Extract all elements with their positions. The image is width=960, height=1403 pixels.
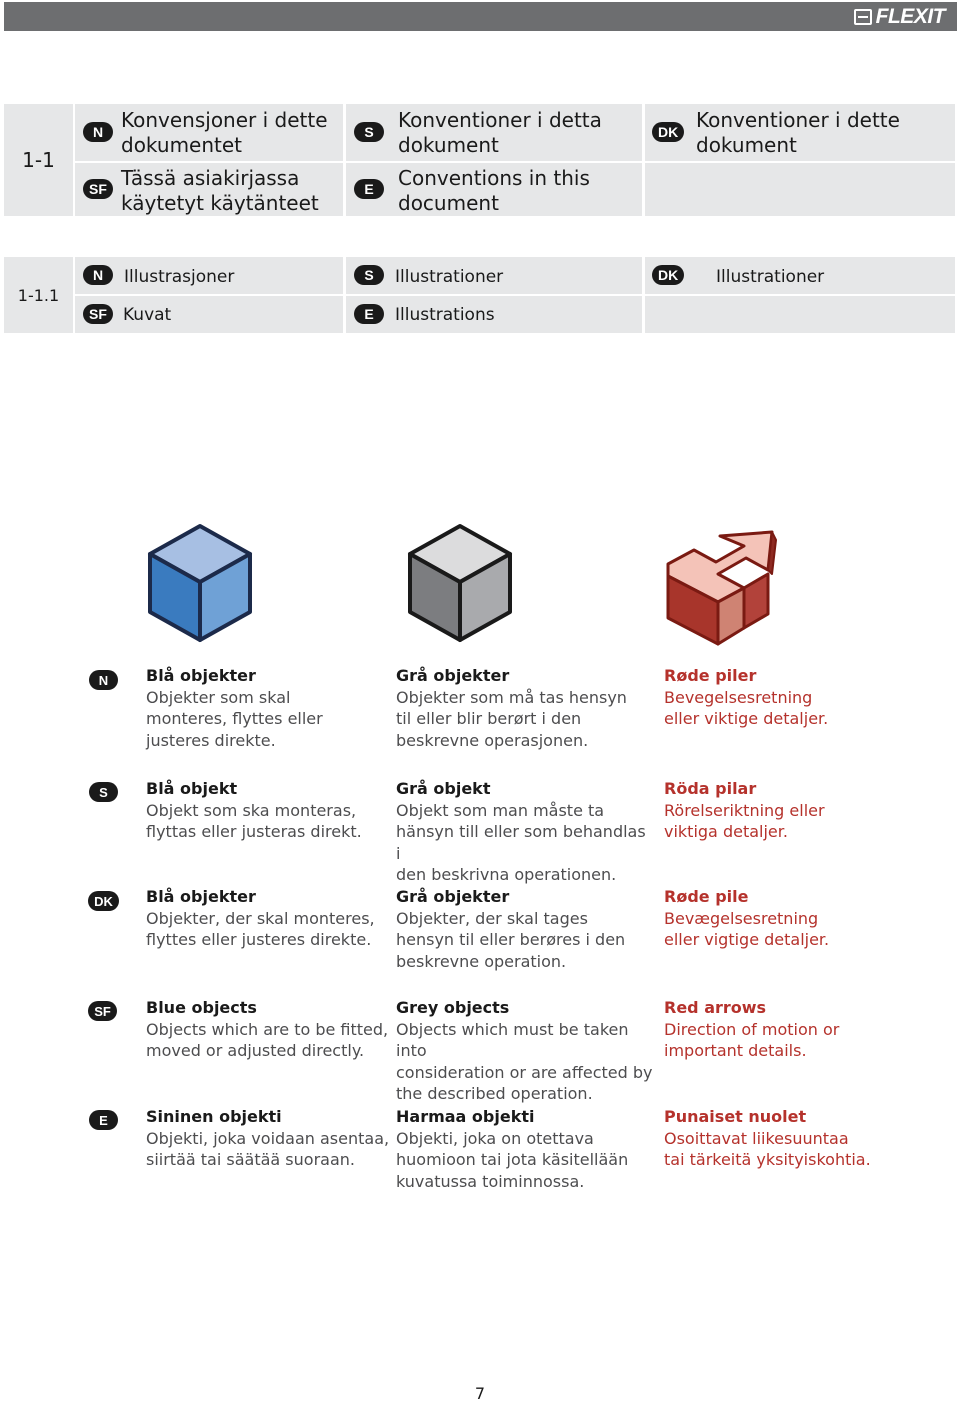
legend-dk-red-line2: eller vigtige detaljer. xyxy=(664,930,830,949)
legend-n-blue-line3: justeres direkte. xyxy=(146,730,276,750)
heading-cell-n xyxy=(75,104,343,161)
legend-sf-red-line2: important details. xyxy=(664,1041,807,1060)
legend-e-red xyxy=(664,1106,914,1171)
heading-text-s: Konventioner i detta dokument xyxy=(398,108,602,157)
legend-n-blue xyxy=(146,665,386,751)
legend-n-red-title: Røde piler xyxy=(664,666,757,685)
legend-sf-grey-line3: the described operation. xyxy=(396,1084,593,1103)
legend-n-grey-line1: Objekter som må tas hensyn xyxy=(396,687,627,707)
subheading-text-sf: Kuvat xyxy=(123,305,172,325)
header-bar xyxy=(4,2,957,31)
legend-n-grey-line3: beskrevne operasjonen. xyxy=(396,730,589,750)
blue-cube-icon xyxy=(146,523,254,643)
legend-n-blue-title: Blå objekter xyxy=(146,666,256,685)
legend-s-red-title: Röda pilar xyxy=(664,779,757,798)
legend-n-red xyxy=(664,665,904,730)
flexit-logo-icon xyxy=(854,9,872,25)
heading-cell-empty xyxy=(645,163,955,216)
heading-cell-s xyxy=(346,104,642,161)
legend-e-grey-line3: kuvatussa toiminnossa. xyxy=(396,1171,585,1191)
subheading-text-dk: Illustrationer xyxy=(716,267,825,287)
legend-s-grey xyxy=(396,778,651,886)
legend-dk-blue xyxy=(146,886,386,951)
legend-sf-grey-title: Grey objects xyxy=(396,998,510,1017)
legend-sf-red-title: Red arrows xyxy=(664,998,767,1017)
legend-s-red xyxy=(664,778,904,843)
lang-badge-sf: SF xyxy=(83,179,113,199)
legend-n-grey-line2: til eller blir berørt i den xyxy=(396,709,582,728)
subheading-text-e: Illustrations xyxy=(395,305,495,325)
section-number-1-1-1 xyxy=(4,257,73,333)
legend-sf-blue-title: Blue objects xyxy=(146,998,257,1017)
legend-s-red-line1: Rörelseriktning eller xyxy=(664,800,825,820)
subheading-cell-sf xyxy=(75,296,343,333)
flexit-logo-text: FLEXIT xyxy=(875,4,945,28)
legend-s-grey-title: Grå objekt xyxy=(396,779,491,798)
legend-sf-red xyxy=(664,997,904,1062)
legend-n-red-line2: eller viktige detaljer. xyxy=(664,709,829,728)
heading-text-dk: Konventioner i dette dokument xyxy=(696,108,900,157)
legend-e-blue-line1: Objekti, joka voidaan asentaa, xyxy=(146,1128,390,1148)
legend-badge-s: S xyxy=(89,782,118,802)
legend-dk-grey-line3: beskrevne operation. xyxy=(396,951,567,971)
legend-e-blue-line2: siirtää tai säätää suoraan. xyxy=(146,1150,355,1169)
legend-s-blue xyxy=(146,778,386,843)
subheading-cell-n xyxy=(75,257,343,294)
lang-badge-s: S xyxy=(354,122,384,142)
legend-e-red-title: Punaiset nuolet xyxy=(664,1107,807,1126)
legend-dk-grey-title: Grå objekter xyxy=(396,887,510,906)
subheading-cell-empty xyxy=(645,296,955,333)
heading-cell-dk xyxy=(645,104,955,161)
red-arrow-icon xyxy=(664,530,780,648)
legend-dk-red-title: Røde pile xyxy=(664,887,749,906)
legend-sf-blue-line1: Objects which are to be fitted, xyxy=(146,1019,389,1039)
subheading-cell-s xyxy=(346,257,642,294)
legend-dk-red xyxy=(664,886,904,951)
legend-sf-grey xyxy=(396,997,658,1105)
subheading-text-n: Illustrasjoner xyxy=(124,267,235,287)
legend-n-blue-line1: Objekter som skal xyxy=(146,687,291,707)
legend-s-grey-line1: Objekt som man måste ta xyxy=(396,800,605,820)
legend-dk-grey-line1: Objekter, der skal tages xyxy=(396,908,588,928)
section-number-text: 1-1 xyxy=(22,148,55,172)
flexit-logo xyxy=(854,6,945,27)
legend-dk-grey-line2: hensyn til eller berøres i den xyxy=(396,930,626,949)
legend-e-grey-line2: huomioon tai jota käsitellään xyxy=(396,1150,629,1169)
legend-s-grey-line3: den beskrivna operationen. xyxy=(396,865,617,884)
legend-s-blue-line2: flyttas eller justeras direkt. xyxy=(146,822,362,841)
page-number: 7 xyxy=(474,1384,486,1403)
lang-badge-dk: DK xyxy=(652,122,684,142)
subsection-number-text: 1-1.1 xyxy=(17,285,60,305)
lang-badge-e: E xyxy=(354,179,384,199)
legend-sf-blue xyxy=(146,997,391,1062)
legend-e-grey xyxy=(396,1106,658,1192)
legend-badge-dk: DK xyxy=(88,891,119,911)
legend-s-blue-title: Blå objekt xyxy=(146,779,238,798)
legend-e-grey-title: Harmaa objekti xyxy=(396,1107,535,1126)
legend-badge-n: N xyxy=(89,670,118,690)
legend-n-grey-title: Grå objekter xyxy=(396,666,510,685)
heading-cell-e xyxy=(346,163,642,216)
legend-s-grey-line2: hänsyn till eller som behandlas i xyxy=(396,822,646,863)
legend-s-blue-line1: Objekt som ska monteras, xyxy=(146,800,357,820)
legend-e-red-line1: Osoittavat liikesuuntaa xyxy=(664,1128,849,1148)
legend-sf-grey-line2: consideration or are affected by xyxy=(396,1062,653,1082)
legend-s-red-line2: viktiga detaljer. xyxy=(664,822,788,841)
legend-sf-red-line1: Direction of motion or xyxy=(664,1019,840,1039)
legend-dk-red-line1: Bevægelsesretning xyxy=(664,908,819,928)
grey-cube-icon xyxy=(406,523,514,643)
heading-text-e: Conventions in this document xyxy=(398,166,590,215)
lang-badge-n: N xyxy=(83,122,113,142)
sub-lang-badge-dk: DK xyxy=(652,265,684,285)
legend-n-blue-line2: monteres, flyttes eller xyxy=(146,709,323,728)
legend-badge-e: E xyxy=(89,1110,118,1130)
sub-lang-badge-s: S xyxy=(354,265,384,285)
legend-dk-blue-title: Blå objekter xyxy=(146,887,256,906)
legend-e-blue-title: Sininen objekti xyxy=(146,1107,282,1126)
legend-sf-grey-line1: Objects which must be taken into xyxy=(396,1019,629,1060)
legend-e-blue xyxy=(146,1106,391,1171)
heading-cell-sf xyxy=(75,163,343,216)
section-number-1-1 xyxy=(4,104,73,216)
legend-badge-sf: SF xyxy=(88,1001,117,1021)
legend-dk-grey xyxy=(396,886,651,972)
sub-lang-badge-e: E xyxy=(354,304,384,324)
heading-text-sf: Tässä asiakirjassa käytetyt käytänteet xyxy=(121,166,319,215)
legend-e-grey-line1: Objekti, joka on otettava xyxy=(396,1128,594,1148)
legend-dk-blue-line1: Objekter, der skal monteres, xyxy=(146,908,375,928)
legend-sf-blue-line2: moved or adjusted directly. xyxy=(146,1041,365,1060)
subheading-cell-dk xyxy=(645,257,955,294)
legend-n-grey xyxy=(396,665,651,751)
subheading-cell-e xyxy=(346,296,642,333)
legend-e-red-line2: tai tärkeitä yksityiskohtia. xyxy=(664,1150,871,1169)
sub-lang-badge-sf: SF xyxy=(83,304,113,324)
subheading-text-s: Illustrationer xyxy=(395,267,504,287)
legend-dk-blue-line2: flyttes eller justeres direkte. xyxy=(146,930,372,949)
legend-n-red-line1: Bevegelsesretning xyxy=(664,687,813,707)
sub-lang-badge-n: N xyxy=(83,265,113,285)
heading-text-n: Konvensjoner i dette dokumentet xyxy=(121,108,328,157)
